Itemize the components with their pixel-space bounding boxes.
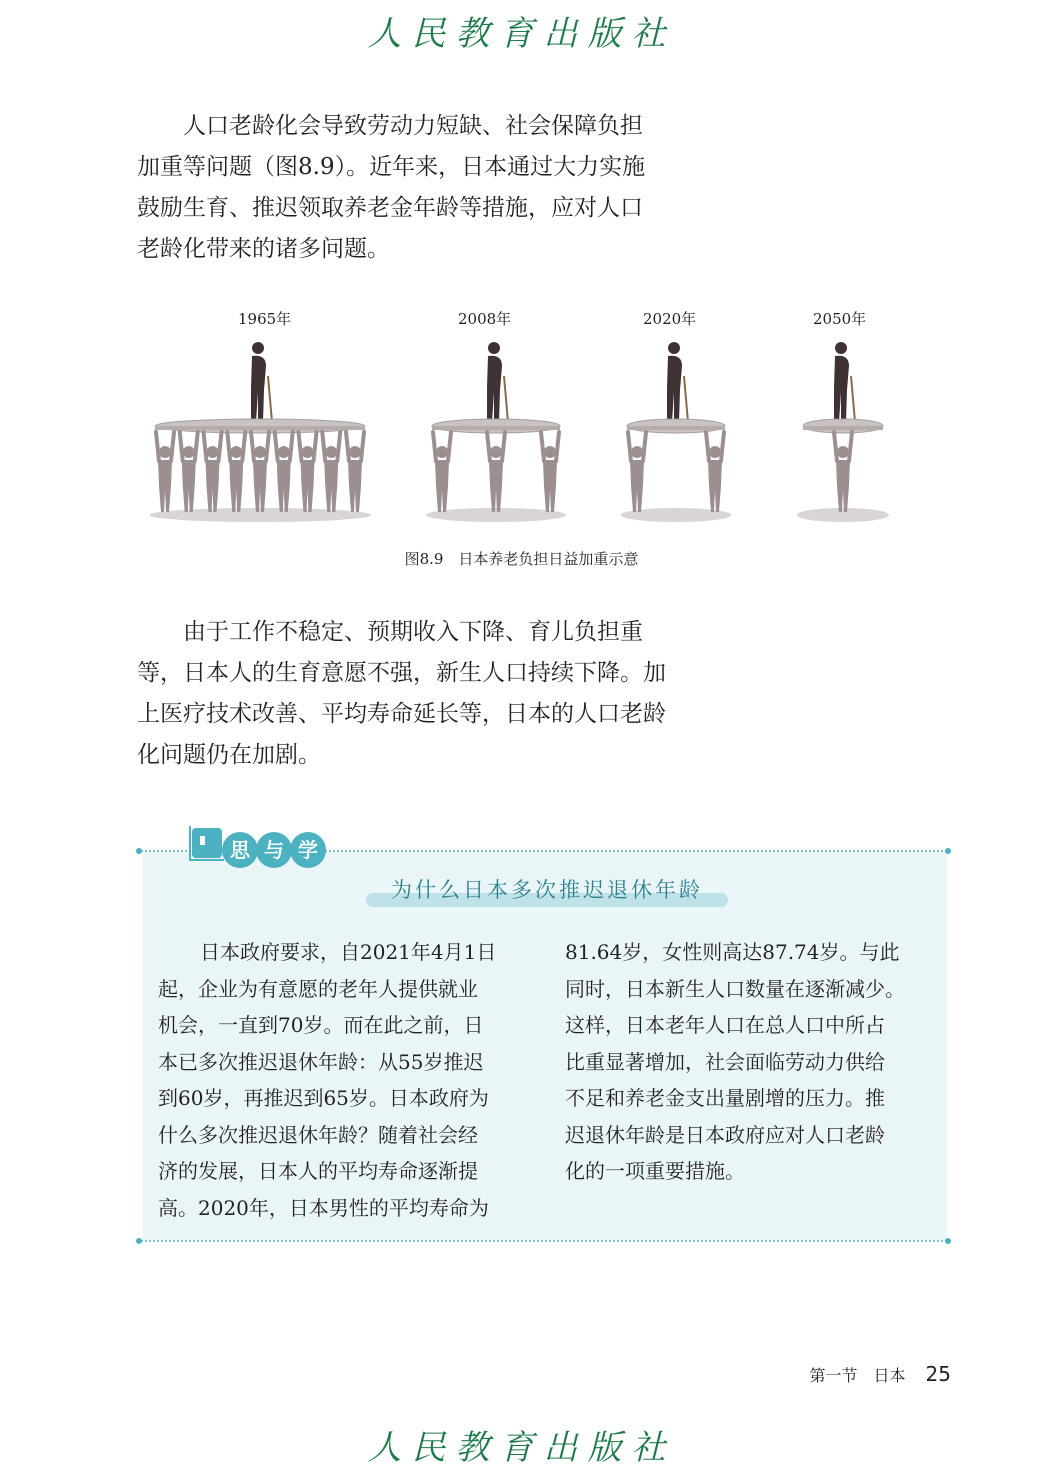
border-dot xyxy=(136,1238,142,1244)
worker-icon xyxy=(322,432,340,512)
page-number: 25 xyxy=(925,1362,951,1386)
worker-icon xyxy=(834,432,852,512)
worker-icon xyxy=(251,432,269,512)
paragraph-line: 鼓励生育、推迟领取养老金年龄等措施，应对人口 xyxy=(137,195,643,221)
burden-group xyxy=(150,342,371,522)
box-line: 什么多次推迟退休年龄？随着社会经 xyxy=(158,1122,478,1147)
paragraph-line: 化问题仍在加剧。 xyxy=(137,742,321,768)
think-learn-badge xyxy=(188,818,338,868)
badge-char: 思 xyxy=(222,832,258,868)
border-dot xyxy=(945,848,951,854)
worker-icon xyxy=(227,432,245,512)
box-bottom-border xyxy=(138,1240,950,1242)
worker-icon xyxy=(628,432,646,512)
page-footer xyxy=(810,1362,951,1386)
box-left-column xyxy=(158,934,518,1226)
paragraph-line: 老龄化带来的诸多问题。 xyxy=(137,236,390,262)
year-label: 2020年 xyxy=(643,310,697,328)
worker-icon xyxy=(204,432,222,512)
publisher-header: 人民教育出版社 xyxy=(367,14,676,54)
badge-char: 学 xyxy=(290,832,326,868)
worker-icon xyxy=(299,432,317,512)
burden-group xyxy=(797,342,889,522)
figure-caption: 图8.9 日本养老负担日益加重示意 xyxy=(404,550,639,568)
box-line: 到60岁，再推迟到65岁。日本政府为 xyxy=(158,1086,489,1110)
box-line: 本已多次推迟退休年龄：从55岁推迟 xyxy=(158,1049,484,1074)
badge-char: 与 xyxy=(256,832,292,868)
worker-icon xyxy=(156,432,174,512)
year-label: 2008年 xyxy=(458,310,512,328)
box-title: 为什么日本多次推迟退休年龄 xyxy=(391,878,703,902)
box-line: 不足和养老金支出量剧增的压力。推 xyxy=(565,1086,885,1110)
burden-illustration xyxy=(150,330,910,560)
box-line: 日本政府要求，自2021年4月1日 xyxy=(200,940,497,964)
box-line: 同时，日本新生人口数量在逐渐减少。 xyxy=(565,976,905,1001)
box-line: 起，企业为有意愿的老年人提供就业 xyxy=(158,976,478,1001)
section-name: 第一节 日本 xyxy=(809,1366,906,1385)
paragraph-line: 人口老龄化会导致劳动力短缺、社会保障负担 xyxy=(183,113,643,139)
ground-shadow xyxy=(621,508,731,522)
box-line: 高。2020年，日本男性的平均寿命为 xyxy=(158,1195,489,1220)
worker-icon xyxy=(706,432,724,512)
ground-shadow xyxy=(426,508,566,522)
border-dot xyxy=(945,1238,951,1244)
ground-shadow xyxy=(797,508,889,522)
ground-shadow xyxy=(150,508,371,522)
burden-group xyxy=(621,342,731,522)
paragraph-line: 由于工作不稳定、预期收入下降、育儿负担重 xyxy=(183,619,643,645)
box-right-column xyxy=(565,934,925,1190)
box-line: 机会，一直到70岁。而在此之前，日 xyxy=(158,1013,484,1037)
box-line: 化的一项重要措施。 xyxy=(565,1159,745,1183)
box-line: 济的发展，日本人的平均寿命逐渐提 xyxy=(158,1159,478,1183)
pension-burden-figure xyxy=(150,300,910,540)
paragraph-1 xyxy=(137,106,697,270)
paragraph-line: 上医疗技术改善、平均寿命延长等，日本的人口老龄 xyxy=(137,701,666,727)
box-line: 迟退休年龄是日本政府应对人口老龄 xyxy=(565,1122,885,1147)
burden-group xyxy=(426,342,566,522)
elderly-person-icon xyxy=(667,342,688,422)
elderly-person-icon xyxy=(834,342,855,422)
worker-icon xyxy=(433,432,451,512)
paragraph-line: 等，日本人的生育意愿不强，新生人口持续下降。加 xyxy=(137,660,666,686)
worker-icon xyxy=(487,432,505,512)
worker-icon xyxy=(275,432,293,512)
worker-icon xyxy=(180,432,198,512)
publisher-footer: 人民教育出版社 xyxy=(367,1428,676,1468)
year-label: 1965年 xyxy=(238,310,292,328)
box-line: 比重显著增加，社会面临劳动力供给 xyxy=(565,1049,885,1074)
year-label: 2050年 xyxy=(813,310,867,328)
elderly-person-icon xyxy=(487,342,508,422)
paragraph-line: 加重等问题（图8.9）。近年来，日本通过大力实施 xyxy=(137,154,646,180)
elderly-person-icon xyxy=(251,342,272,422)
border-dot xyxy=(136,848,142,854)
worker-icon xyxy=(346,432,364,512)
worker-icon xyxy=(541,432,559,512)
box-line: 这样，日本老年人口在总人口中所占 xyxy=(565,1013,885,1037)
paragraph-2 xyxy=(137,612,697,776)
box-line: 81.64岁，女性则高达87.74岁。与此 xyxy=(565,940,900,964)
